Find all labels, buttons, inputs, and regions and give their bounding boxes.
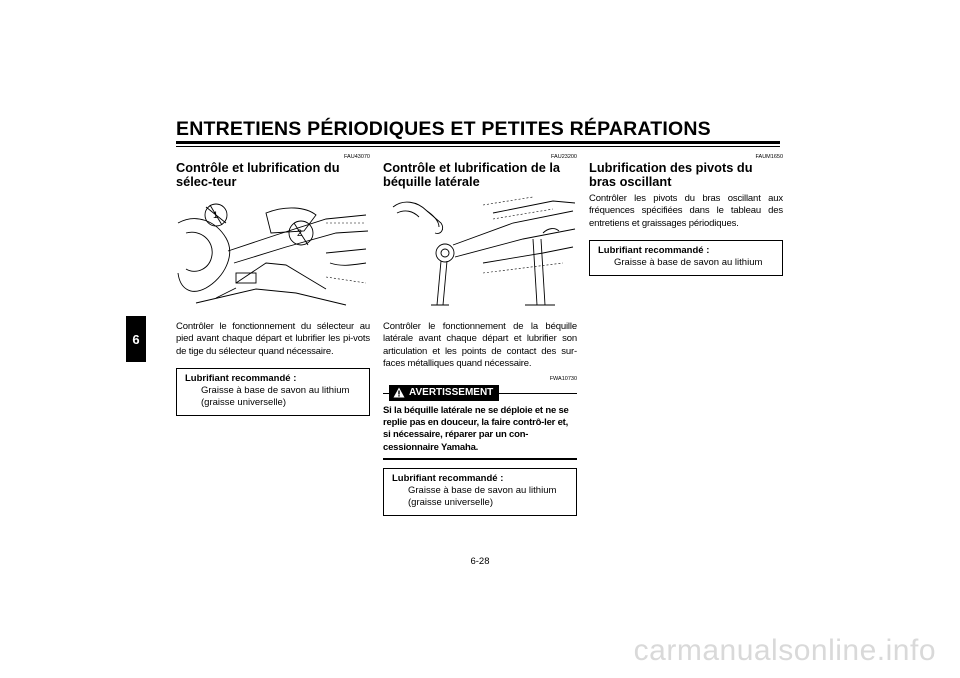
section-body: Contrôler le fonctionnement de la béquille latérale avant chaque départ et lubrifier son articulation et les points de contact des sur-faces métalliques quand nécessaire. xyxy=(383,321,577,370)
section-code: FAUM1650 xyxy=(755,154,783,160)
figure-label-1: 1 xyxy=(213,210,219,220)
section-sidestand xyxy=(383,153,577,516)
warning-end-rule xyxy=(383,458,577,460)
figure-label-2: 2 xyxy=(297,228,303,238)
warning-code: FWA10730 xyxy=(549,375,577,382)
lubricant-line: Graisse à base de savon au lithium xyxy=(408,485,557,497)
recommended-lubricant-box xyxy=(176,368,370,416)
section-body: Contrôler le fonctionnement du sélecteur au pied avant chaque départ et lubrifier les pi-vots de tige du sélecteur quand nécessaire. xyxy=(176,321,370,357)
lubricant-line: Graisse à base de savon au lithium xyxy=(614,257,763,269)
warning-badge xyxy=(389,385,499,401)
title-rule-thin xyxy=(176,146,780,147)
page-number: 6-28 xyxy=(470,556,490,567)
title-rule xyxy=(176,141,780,144)
watermark[interactable]: carmanualsonline.info xyxy=(633,634,936,667)
section-body: Contrôler les pivots du bras oscillant aux fréquences spécifiées dans le tableau des entretiens et graissages périodiques. xyxy=(589,193,783,229)
lubricant-line: (graisse universelle) xyxy=(201,397,287,409)
warning-header xyxy=(383,385,577,401)
chapter-tab[interactable]: 6 xyxy=(126,316,146,362)
lubricant-title: Lubrifiant recommandé : xyxy=(392,473,504,485)
sidestand-illustration xyxy=(383,193,577,311)
recommended-lubricant-box xyxy=(589,240,783,276)
section-code: FAU43070 xyxy=(344,154,370,160)
section-code: FAU23200 xyxy=(551,154,577,160)
warning-label: AVERTISSEMENT xyxy=(409,386,494,398)
section-shift-pedal xyxy=(176,153,370,416)
warning-text: Si la béquille latérale ne se déploie et ne se replie pas en douceur, la faire contrô-ler et, si nécessaire, réparer par un con-cessionnaire Yamaha. xyxy=(383,404,569,453)
shift-pedal-illustration xyxy=(176,193,370,311)
section-swingarm-pivots xyxy=(589,153,783,276)
recommended-lubricant-box xyxy=(383,468,577,516)
page-title: ENTRETIENS PÉRIODIQUES ET PETITES RÉPARATIONS xyxy=(176,118,711,140)
warning-triangle-icon xyxy=(393,387,405,398)
lubricant-line: (graisse universelle) xyxy=(408,497,494,509)
section-heading: Contrôle et lubrification du sélec-teur xyxy=(176,160,340,189)
lubricant-title: Lubrifiant recommandé : xyxy=(598,245,710,257)
section-heading: Contrôle et lubrification de la béquille latérale xyxy=(383,160,561,189)
lubricant-title: Lubrifiant recommandé : xyxy=(185,373,297,385)
section-heading: Lubrification des pivots du bras oscillant xyxy=(589,160,753,189)
lubricant-line: Graisse à base de savon au lithium xyxy=(201,385,350,397)
